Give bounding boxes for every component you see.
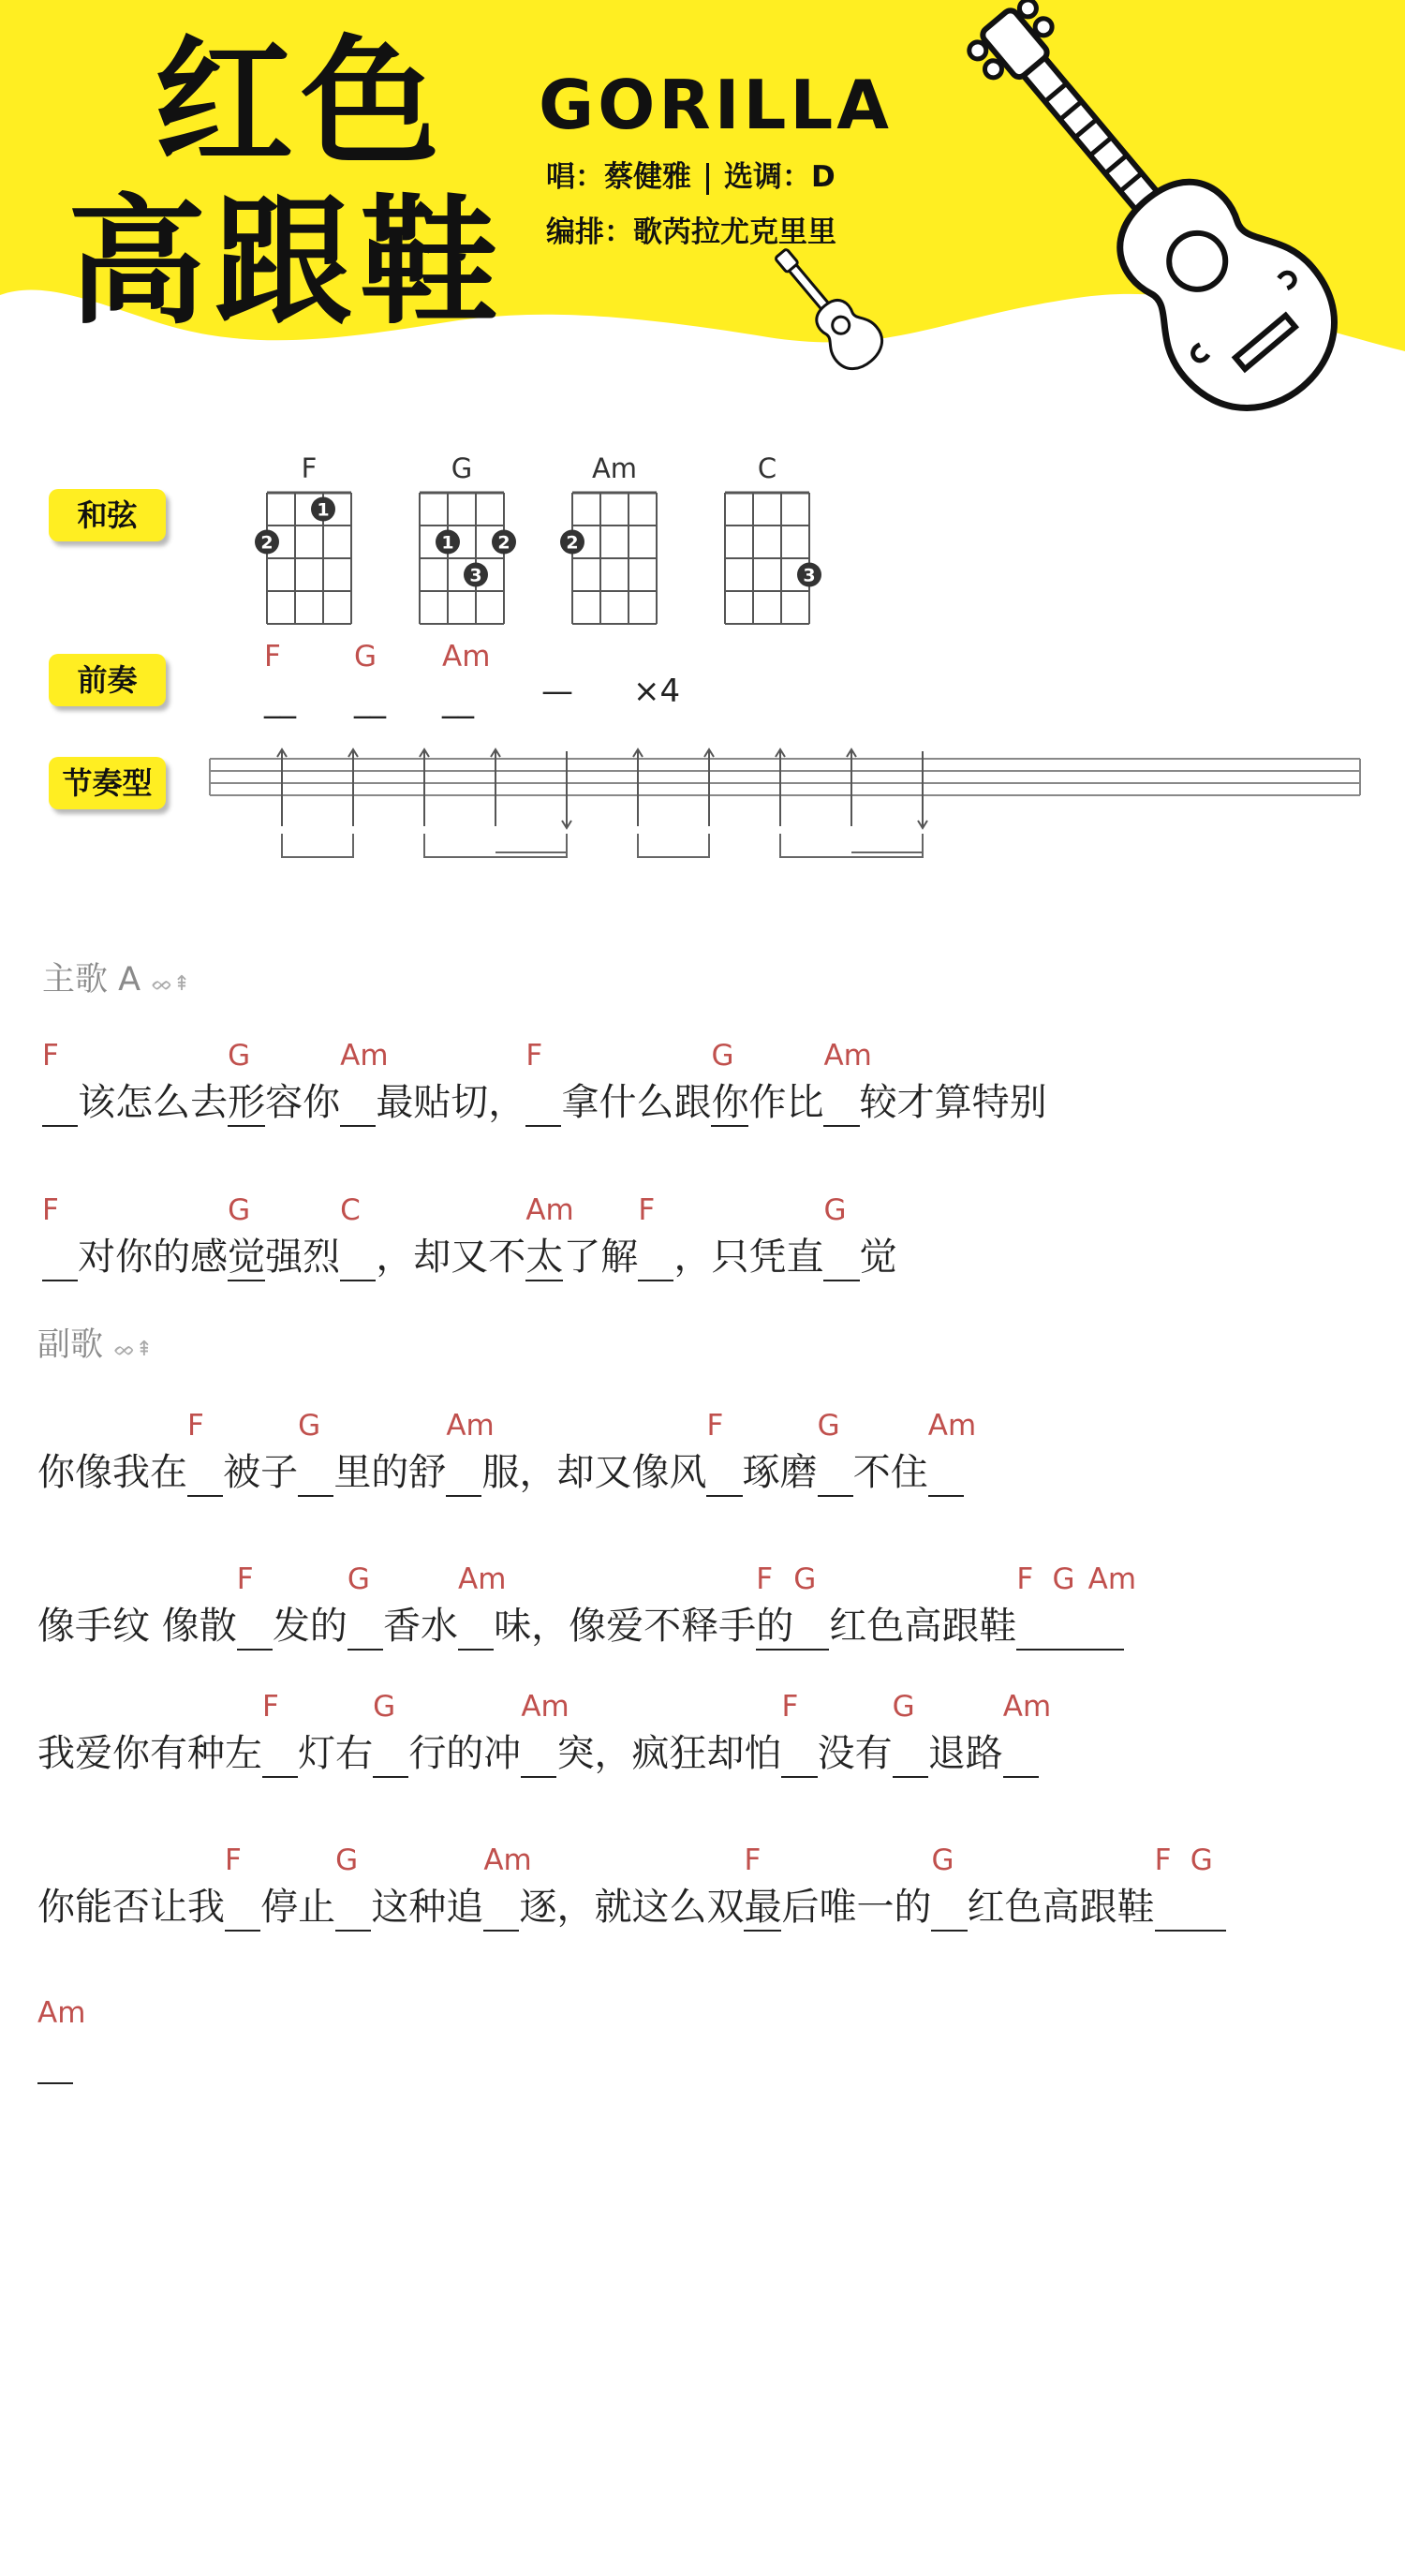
finger-number: 2 [260,532,274,554]
chord-anchored-lyric [340,1039,389,1127]
strum-marker-icon: ᨖ⇞ [113,1338,154,1361]
chord-anchored-lyric [525,1039,561,1127]
chord-label: Am [525,1193,574,1227]
chord-label: F [42,1039,59,1073]
chord-label: G [228,1039,251,1073]
chord-label: Am [340,1039,389,1073]
song-meta-arranger [546,208,836,250]
lyric-text: 我爱你有种左 [37,1732,262,1775]
chord-label: Am [1002,1690,1052,1724]
chord-label: F [262,1690,279,1724]
chord-anchored-lyric [335,1843,371,1932]
chorus-label [37,1319,153,1366]
chord-label: F [42,1193,59,1227]
intro-chord: Am [442,640,491,674]
lyric-text: 逐，就这么双 [519,1886,745,1929]
lyric-line [37,1562,1137,1651]
strum-marker-icon: ᨖ⇞ [151,972,191,996]
singer-name: 蔡健雅 [604,160,691,194]
chord-anchored-lyric [1087,1562,1137,1651]
chord-anchored-lyric [42,1193,78,1281]
intro-beat-dash: __ [264,682,296,719]
finger-number: 3 [469,565,482,586]
chord-label: G [1190,1843,1213,1877]
meta-divider [706,163,709,195]
intro-repeat: ×4 [633,673,681,710]
chord-label: G [793,1562,817,1596]
chord-anchored-lyric [236,1562,273,1651]
lyric-text: 红色高跟鞋 [829,1605,1017,1648]
chord-label: F [744,1843,762,1877]
chord-anchored-lyric [521,1690,569,1778]
chord-name-am: Am [591,452,638,484]
chord-anchored-lyric [1190,1843,1226,1932]
chord-label: G [228,1193,251,1227]
chord-anchored-lyric [781,1690,817,1778]
chord-anchored-lyric [373,1690,408,1778]
lyric-text: 退路 [927,1732,1003,1775]
lyric-text: 发的 [272,1605,348,1648]
lyric-text: 味，像爱不释手 [494,1605,757,1648]
chord-anchored-lyric [892,1690,928,1778]
chord-label: Am [823,1039,872,1073]
lyric-text: 这种追 [371,1886,484,1929]
intro-beat-dash: __ [442,682,474,719]
key-label: 选调： [724,160,811,194]
lyric-text: 你能否让我 [37,1886,225,1929]
finger-number: 1 [441,532,454,554]
chord-name-g: G [451,452,473,484]
chord-label: F [756,1562,774,1596]
rhythm-tag: 节奏型 [49,757,166,809]
chord-anchored-lyric [347,1562,383,1651]
guitar-illustration-icon [951,23,1368,407]
lyric-text: ，只凭直 [673,1236,824,1279]
chord-anchored-lyric [1002,1690,1052,1778]
intro-beat-dash: __ [354,682,386,719]
chord-label: G [335,1843,359,1877]
chord-anchored-lyric [817,1409,853,1497]
chord-label: Am [458,1562,507,1596]
song-meta-singer-key [546,153,836,195]
chord-label: Am [1087,1562,1137,1596]
rhythm-pattern-staff [208,749,1362,862]
lyric-text: 了解 [563,1236,639,1279]
chord-label: F [1016,1562,1034,1596]
finger-number: 2 [566,532,579,554]
lyric-line [37,1409,977,1497]
chord-anchored-lyric [458,1562,507,1651]
intro-chord: F [264,640,281,674]
finger-number: 3 [803,565,816,586]
chord-name-f: F [301,452,318,484]
chord-anchored-lyric [37,1996,86,2084]
lyric-text: 后唯一的 [781,1886,932,1929]
lyric-text: 被子 [223,1451,299,1494]
chord-label: G [931,1843,954,1877]
chord-anchored-lyric [225,1843,260,1932]
lyric-line [42,1039,1047,1127]
chorus-label-text: 副歌 [37,1326,104,1364]
chord-label: F [525,1039,543,1073]
chord-anchored-lyric [42,1039,78,1127]
lyric-text: ，却又不 [376,1236,526,1279]
chord-label: F [236,1562,254,1596]
chord-name-c: C [757,452,777,484]
chord-anchored-lyric [262,1690,298,1778]
chord-label: Am [37,1996,86,2030]
chord-label: Am [483,1843,532,1877]
chord-label: F [225,1843,242,1877]
lyric-line [42,1193,897,1281]
lyric-text: 突，疯狂却怕 [556,1732,782,1775]
lyric-text: 该怎么去 [78,1081,229,1124]
song-title-line-2: 高跟鞋 [67,182,506,343]
chord-anchored-lyric [793,1562,829,1651]
lyric-text: 不住 [852,1451,928,1494]
chord-label: G [1052,1562,1075,1596]
chord-anchored-lyric [187,1409,223,1497]
lyric-text: 像手纹 像散 [37,1605,237,1648]
chord-label: C [340,1193,361,1227]
chord-anchored-lyric [298,1409,333,1497]
chord-label: F [781,1690,799,1724]
chord-anchored-lyric [927,1409,977,1497]
chord-label: F [1154,1843,1172,1877]
verse-label [42,954,190,1000]
lyric-text: 没有 [817,1732,893,1775]
finger-number: 2 [497,532,510,554]
lyric-text: 红色高跟鞋 [967,1886,1155,1929]
lyric-text: 对你的感 [78,1236,229,1279]
lyric-text: 最贴切， [376,1081,526,1124]
arranger-name: 歌芮拉尤克里里 [633,215,836,249]
chord-label: F [187,1409,204,1443]
lyric-text: 强烈 [265,1236,341,1279]
brand-logo: GORILLA [539,66,894,144]
lyric-text: 觉 [859,1236,897,1279]
lyric-line [37,1690,1052,1778]
chord-label: G [347,1562,370,1596]
chord-anchored-lyric [823,1039,872,1127]
lyric-text: 里的舒 [333,1451,447,1494]
chord-label: G [823,1193,847,1227]
arranger-label: 编排： [546,215,633,249]
lyric-text: 容你 [265,1081,341,1124]
lyric-line [37,1996,86,2084]
chord-anchored-lyric [446,1409,495,1497]
chord-label: Am [521,1690,569,1724]
lyric-text: 行的冲 [408,1732,522,1775]
lyric-text: 你像我在 [37,1451,187,1494]
chord-label: G [892,1690,915,1724]
chord-anchored-lyric [340,1193,376,1281]
chord-anchored-lyric [1154,1843,1191,1932]
lyric-text: 停止 [260,1886,336,1929]
chord-label: F [706,1409,724,1443]
intro-beat-dash: — [541,673,573,710]
lyric-text: 灯右 [298,1732,374,1775]
chord-anchored-lyric [483,1843,532,1932]
lyric-text: 香水 [383,1605,459,1648]
lyric-text: 较才算特别 [859,1081,1047,1124]
chord-anchored-lyric [1052,1562,1088,1651]
chord-label: G [817,1409,840,1443]
chord-anchored-lyric [931,1843,967,1932]
song-title-line-1: 红色 [155,22,447,184]
chord-label: Am [927,1409,977,1443]
chord-diagram-f [253,485,356,626]
lyric-text: 琢磨 [742,1451,818,1494]
chord-anchored-lyric: 的 F [756,1604,793,1651]
chord-label: G [373,1690,396,1724]
lyric-text: 服，却又像风 [481,1451,707,1494]
ukulele-small-icon [777,260,899,373]
chord-anchored-lyric [823,1193,859,1281]
intro-chord: G [354,640,377,674]
chord-anchored-lyric: 你 G [711,1080,748,1127]
chord-diagram-g [406,485,509,626]
chord-label: G [298,1409,321,1443]
chord-anchored-lyric: 最 F [744,1885,781,1932]
lyric-text: 拿什么跟 [561,1081,712,1124]
chord-anchored-lyric: 形 G [228,1080,265,1127]
chord-diagram-c [711,485,814,626]
lyric-line [37,1843,1226,1932]
lyric-text: 作比 [748,1081,824,1124]
chord-diagram-am [558,485,661,626]
chord-anchored-lyric: 觉 G [228,1235,265,1281]
intro-tag: 前奏 [49,654,166,706]
chord-anchored-lyric [638,1193,673,1281]
chord-anchored-lyric [706,1409,742,1497]
chord-anchored-lyric [1016,1562,1052,1651]
chord-anchored-lyric: 太 Am [525,1235,563,1281]
chord-label: G [711,1039,734,1073]
key-value: D [811,160,836,194]
finger-number: 1 [317,499,330,521]
verse-label-text: 主歌 A [42,961,141,999]
chord-label: F [638,1193,656,1227]
chord-label: Am [446,1409,495,1443]
chords-tag: 和弦 [49,489,166,541]
singer-label: 唱： [546,160,604,194]
